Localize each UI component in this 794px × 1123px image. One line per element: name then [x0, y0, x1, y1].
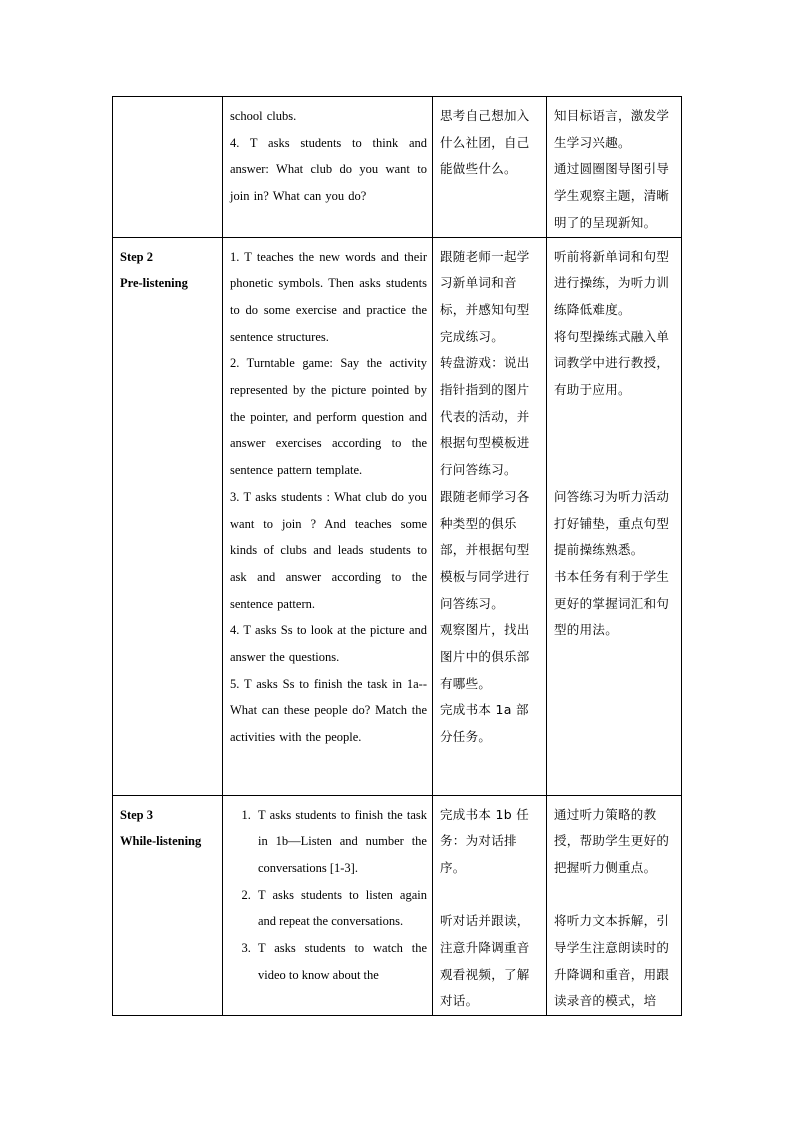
spacer	[440, 882, 541, 909]
purpose-cell	[547, 795, 682, 1016]
teacher-activity-cell	[223, 237, 433, 795]
teacher-activity-cell	[223, 795, 433, 1016]
purpose-line: 将听力文本拆解，引导学生注意朗读时的升降调和重音，用跟读录音的模式，培	[554, 913, 670, 1009]
lesson-plan-table	[112, 96, 682, 1016]
teacher-line: 1. T teaches the new words and their phonetic symbols. Then asks students to do some exercise and practice the sentence structures.	[230, 249, 427, 344]
purpose-line: 知目标语言，激发学生学习兴趣。	[554, 108, 670, 150]
teacher-line: 4. T asks Ss to look at the picture and answer the questions.	[230, 623, 427, 665]
purpose-cell	[547, 97, 682, 238]
purpose-line: 问答练习为听力活动打好铺垫，重点句型提前操练熟悉。	[554, 488, 670, 558]
step-phase: While-listening	[120, 834, 202, 849]
list-item: 3. T asks students to watch the video to know about the	[254, 935, 427, 988]
student-line: 观看视频，了解对话。	[440, 966, 530, 1009]
teacher-line: 2. Turntable game: Say the activity represented by the picture pointed by the pointer, and perform question and answer exercises according to the sentence pattern template.	[230, 356, 427, 478]
step-phase: Pre-listening	[120, 276, 188, 291]
table-row	[113, 97, 682, 238]
step-cell	[113, 237, 223, 795]
spacer	[554, 882, 676, 909]
step-number: Step 2	[120, 249, 153, 264]
student-line: 跟随老师一起学习新单词和音标，并感知句型完成练习。	[440, 248, 530, 344]
teacher-line: 4. T asks students to think and answer: What club do you want to join in? What can you do?	[230, 135, 427, 204]
table-row	[113, 795, 682, 1016]
list-item: 2. T asks students to listen again and repeat the conversations.	[254, 882, 427, 935]
purpose-line: 通过听力策略的教授，帮助学生更好的把握听力侧重点。	[554, 806, 670, 875]
spacer	[554, 430, 676, 457]
teacher-activity-list	[230, 802, 427, 989]
student-activity-cell	[433, 795, 547, 1016]
purpose-line: 通过圆圈图导图引导学生观察主题，清晰明了的呈现新知。	[554, 161, 670, 230]
purpose-cell	[547, 237, 682, 795]
teacher-line: 3. T asks students : What club do you want to join ? And teaches some kinds of clubs and leads students to ask and answer according to the sentence pattern.	[230, 489, 427, 611]
purpose-line: 书本任务有利于学生更好的掌握词汇和句型的用法。	[554, 568, 670, 638]
student-line: 听对话并跟读，注意升降调重音	[440, 913, 530, 956]
student-activity-cell	[433, 97, 547, 238]
list-item: 1. T asks students to finish the task in 1b—Listen and number the conversations [1-3].	[254, 802, 427, 882]
purpose-line: 听前将新单词和句型进行操练，为听力训练降低难度。	[554, 248, 670, 317]
student-line: 完成书本 1a 部分任务。	[440, 702, 529, 745]
step-cell	[113, 97, 223, 238]
spacer	[554, 457, 676, 484]
student-activity-cell	[433, 237, 547, 795]
teacher-line: 5. T asks Ss to finish the task in 1a-- What can these people do? Match the activities with the people.	[230, 676, 427, 745]
student-line: 完成书本 1b 任务：为对话排序。	[440, 806, 530, 875]
student-line: 转盘游戏：说出指针指到的图片代表的活动，并根据句型模板进行问答练习。	[440, 355, 530, 478]
student-line: 跟随老师学习各种类型的俱乐部，并根据句型模板与同学进行问答练习。	[440, 488, 530, 611]
step-number: Step 3	[120, 807, 153, 822]
student-line: 思考自己想加入什么社团，自己能做些什么。	[440, 108, 530, 177]
spacer	[554, 404, 676, 431]
teacher-line: school clubs.	[230, 109, 297, 123]
step-cell	[113, 795, 223, 1016]
student-line: 观察图片，找出图片中的俱乐部有哪些。	[440, 622, 530, 691]
teacher-activity-cell	[223, 97, 433, 238]
purpose-line: 将句型操练式融入单词教学中进行教授，有助于应用。	[554, 328, 670, 398]
table-row	[113, 237, 682, 795]
